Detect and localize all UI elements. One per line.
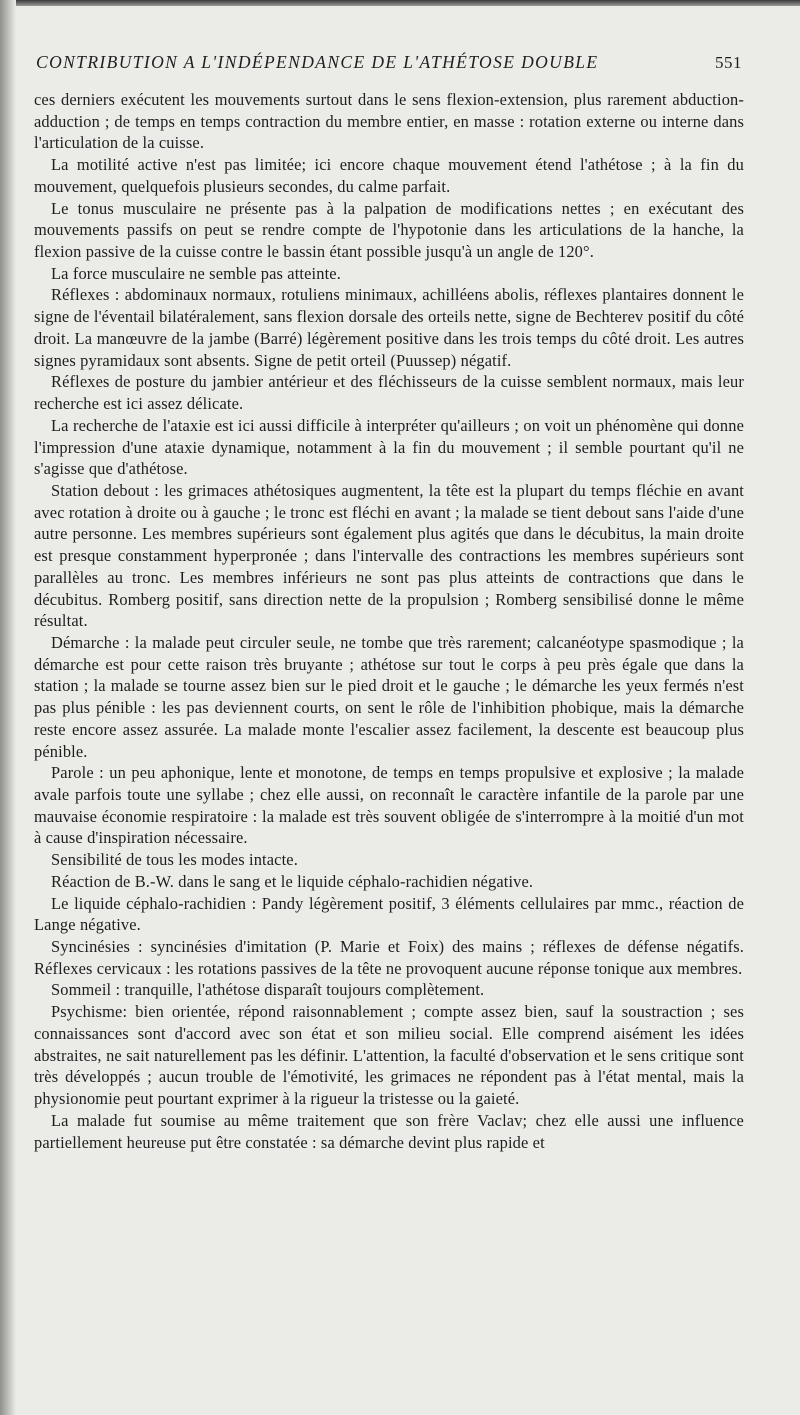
paragraph-syncinesies: Syncinésies : syncinésies d'imitation (P. Marie et Foix) des mains ; réflexes de défense négatifs. Réflexes cervicaux : les rotations passives de la tête ne provoquent aucune réponse tonique aux membres.	[34, 937, 744, 978]
paragraph-parole: Parole : un peu aphonique, lente et monotone, de temps en temps propulsive et explosive ; la malade avale parfois toute une syllabe ; chez elle aussi, on reconnaît le caractère infantile de la parole par une mauvaise économie respiratoire : la malade est très souvent obligée de s'interrompre à la moitié d'un mot à cause d'inspiration nécessaire.	[34, 763, 744, 848]
paragraph-motilite: La motilité active n'est pas limitée; ici encore chaque mouvement étend l'athétose ; à la fin du mouvement, quelquefois plusieurs secondes, du calme parfait.	[34, 155, 744, 196]
paragraph-reaction-bw: Réaction de B.-W. dans le sang et le liquide céphalo-rachidien négative.	[51, 871, 534, 891]
page-left-edge	[0, 0, 16, 1415]
page-number: 551	[715, 53, 742, 72]
paragraph-continued: ces derniers exécutent les mouvements surtout dans le sens flexion-extension, plus rarement abduction-adduction ; de temps en temps contraction du membre entier, en masse : rotation externe ou interne dans l'articulation de la cuisse.	[34, 90, 744, 153]
page-top-edge	[0, 0, 800, 6]
paragraph-sommeil: Sommeil : tranquille, l'athétose disparaît toujours complètement.	[51, 980, 485, 1000]
paragraph-sensibilite: Sensibilité de tous les modes intacte.	[51, 850, 298, 870]
paragraph-liquide: Le liquide céphalo-rachidien : Pandy légèrement positif, 3 éléments cellulaires par mmc., réaction de Lange négative.	[34, 893, 744, 935]
paragraph-posture: Réflexes de posture du jambier antérieur et des fléchisseurs de la cuisse semblent normaux, mais leur recherche est ici assez délicate.	[34, 372, 744, 414]
paragraph-reflexes: Réflexes : abdominaux normaux, rotuliens minimaux, achilléens abolis, réflexes plantaires donnent le signe de l'éventail bilatéralement, sans flexion dorsale des orteils nette, signe de Bechterev positif du côté droit. La manœuvre de la jambe (Barré) légèrement positive dans les trois temps du côté droit. Les autres signes pyramidaux sont absents. Signe de petit orteil (Puussep) négatif.	[34, 285, 744, 370]
body-text	[34, 89, 744, 1153]
paragraph-psychisme: Psychisme: bien orientée, répond raisonnablement ; compte assez bien, sauf la soustraction ; ses connaissances sont d'accord avec son état et son milieu social. Elle comprend aisément les idées abstraites, ne sait naturellement pas les définir. L'attention, la faculté d'observation et le sens critique sont très développés ; aucun trouble de l'émotivité, les grimaces ne répondent pas à l'état mental, mais la physionomie peut pourtant exprimer à la rigueur la tristesse ou la gaieté.	[34, 1002, 744, 1109]
paragraph-tonus: Le tonus musculaire ne présente pas à la palpation de modifications nettes ; en exécutant des mouvements passifs on peut se rendre compte de l'hypotonie dans les articulations de la hanche, la flexion passive de la cuisse contre le bassin étant possible jusqu'à un angle de 120°.	[34, 198, 744, 262]
running-header	[36, 52, 742, 78]
paragraph-demarche: Démarche : la malade peut circuler seule, ne tombe que très rarement; calcanéotype spasmodique ; la démarche est pour cette raison très bruyante ; athétose sur tout le corps à peu près égale que dans la station ; la malade se tourne assez bien sur le pied droit et le gauche ; le démarche les yeux fermés n'est pas plus pénible : les pas deviennent courts, on sent le rôle de l'inhibition phobique, mais la démarche reste encore assez assurée. La malade monte l'escalier assez facilement, la descente est beaucoup plus pénible.	[34, 632, 744, 761]
paragraph-force: La force musculaire ne semble pas atteinte.	[51, 263, 341, 283]
running-title: CONTRIBUTION A L'INDÉPENDANCE DE L'ATHÉTOSE DOUBLE	[36, 52, 599, 72]
paragraph-traitement: La malade fut soumise au même traitement que son frère Vaclav; chez elle aussi une influence partiellement heureuse put être constatée : sa démarche devint plus rapide et	[34, 1110, 744, 1152]
paragraph-ataxie: La recherche de l'ataxie est ici aussi difficile à interpréter qu'ailleurs ; on voit un phénomène qui donne l'impression d'une ataxie dynamique, notamment à la fin du mouvement ; il semble pourtant qu'il ne s'agisse que d'athétose.	[34, 415, 744, 479]
paragraph-station: Station debout : les grimaces athétosiques augmentent, la tête est la plupart du temps fléchie en avant avec rotation à droite ou à gauche ; le tronc est fléchi en avant ; la malade se tient debout sans l'aide d'une autre personne. Les membres supérieurs sont également plus agités que dans le décubitus, la main droite est presque constamment hyperpronée ; dans l'intervalle des contractions les membres supérieurs sont parallèles au tronc. Les membres inférieurs ne sont pas plus atteints de contractions que dans le décubitus. Romberg positif, sans direction nette de la propulsion ; Romberg sensibilisé donne le même résultat.	[34, 480, 744, 631]
